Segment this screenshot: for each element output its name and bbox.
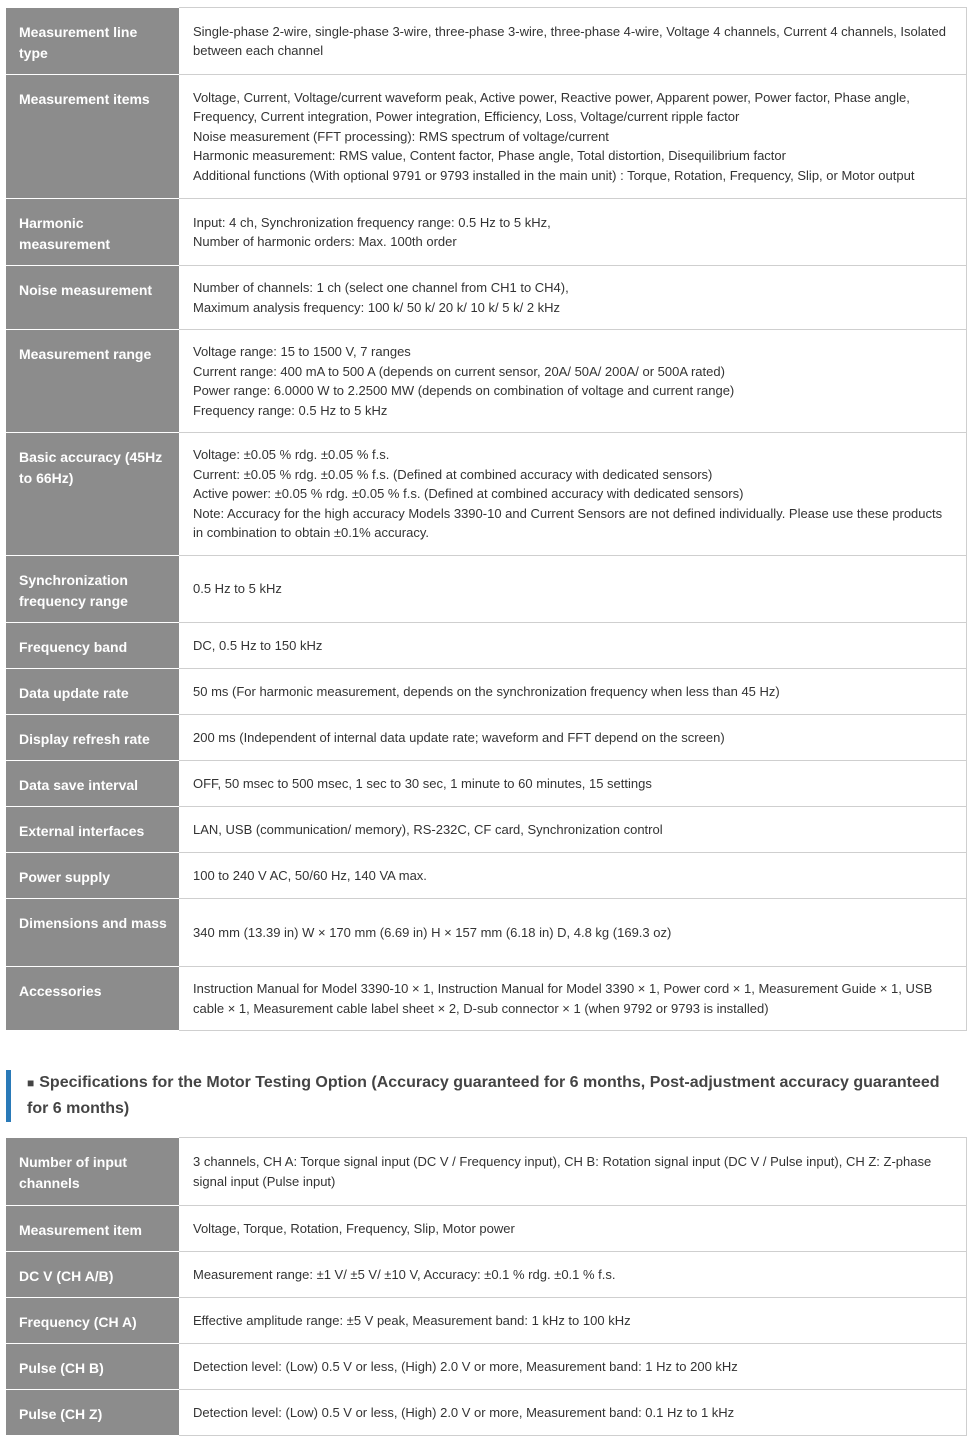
spec-label: Frequency (CH A) (19, 1314, 137, 1330)
spec-value-line: Voltage, Torque, Rotation, Frequency, Slip, Motor power (193, 1220, 515, 1236)
spec-label: Measurement item (19, 1222, 142, 1238)
spec-label-cell (6, 1252, 179, 1298)
spec-label: Data update rate (19, 685, 129, 701)
spec-label-cell (6, 715, 179, 761)
motor-option-heading (6, 1070, 961, 1122)
spec-value-line: Harmonic measurement: RMS value, Content factor, Phase angle, Total distortion, Disequilibrium factor (193, 148, 786, 164)
spec-value-cell (179, 807, 967, 853)
spec-row-number-of-input-channels (6, 1138, 967, 1206)
spec-value-line: Voltage, Current, Voltage/current waveform peak, Active power, Reactive power, Apparent power, Power factor, Phase angle, Frequency, Current integration, Power integration, Efficiency, Loss, Voltage/current ripple factor (193, 89, 910, 125)
spec-label: Basic accuracy (45Hz to 66Hz) (19, 449, 163, 486)
spec-row-accessories (6, 967, 967, 1031)
spec-value-line: Current: ±0.05 % rdg. ±0.05 % f.s. (Defined at combined accuracy with dedicated sensors) (193, 466, 713, 482)
spec-value-cell (179, 853, 967, 899)
spec-value-line: 3 channels, CH A: Torque signal input (DC V / Frequency input), CH B: Rotation signal input (DC V / Pulse input), CH Z: Z-phase signal input (Pulse input) (193, 1154, 932, 1189)
spec-row-data-save-interval (6, 761, 967, 807)
spec-label: Power supply (19, 869, 111, 885)
spec-label-cell (6, 433, 179, 556)
spec-value-line: Frequency range: 0.5 Hz to 5 kHz (193, 402, 388, 418)
spec-label-cell (6, 330, 179, 433)
spec-value-line: Noise measurement (FFT processing): RMS spectrum of voltage/current (193, 128, 609, 144)
spec-row-display-refresh-rate (6, 715, 967, 761)
spec-label: Pulse (CH Z) (19, 1406, 103, 1422)
spec-row-pulse-ch-b (6, 1344, 967, 1390)
spec-value-line: 200 ms (Independent of internal data update rate; waveform and FFT depend on the screen) (193, 729, 725, 745)
spec-label-cell (6, 1298, 179, 1344)
spec-row-frequency-ch-a (6, 1298, 967, 1344)
spec-label-cell (6, 623, 179, 669)
spec-row-dimensions-and-mass (6, 899, 967, 967)
spec-value-cell (179, 967, 967, 1031)
spec-label: Measurement line type (19, 24, 138, 61)
spec-value-line: Input: 4 ch, Synchronization frequency range: 0.5 Hz to 5 kHz, (193, 214, 551, 230)
spec-label-cell (6, 1206, 179, 1252)
spec-value-line: 340 mm (13.39 in) W × 170 mm (6.69 in) H × 157 mm (6.18 in) D, 4.8 kg (169.3 oz) (193, 924, 672, 940)
spec-label-cell (6, 967, 179, 1031)
spec-label-cell (6, 199, 179, 266)
spec-row-pulse-ch-z (6, 1390, 967, 1436)
spec-label: Pulse (CH B) (19, 1360, 104, 1376)
spec-value-line: LAN, USB (communication/ memory), RS-232C, CF card, Synchronization control (193, 821, 663, 837)
spec-label: Number of input channels (19, 1154, 128, 1191)
spec-label: Synchronization frequency range (19, 572, 128, 609)
spec-label: Harmonic measurement (19, 215, 111, 252)
spec-value-cell (179, 899, 967, 967)
spec-value-line: Maximum analysis frequency: 100 k/ 50 k/ 20 k/ 10 k/ 5 k/ 2 kHz (193, 299, 561, 315)
spec-value-line: Instruction Manual for Model 3390-10 × 1, Instruction Manual for Model 3390 × 1, Power cord × 1, Measurement Guide × 1, USB cable × 1, Measurement cable label sheet × 2, D-sub connector × 1 (when 9792 or 9793 is installed) (193, 981, 933, 1016)
spec-value-cell (179, 623, 967, 669)
spec-row-measurement-item (6, 1206, 967, 1252)
spec-label-cell (6, 266, 179, 330)
spec-value-cell (179, 761, 967, 807)
spec-label-cell (6, 669, 179, 715)
spec-value-cell (179, 1206, 967, 1252)
spec-row-synchronization-frequency-range (6, 556, 967, 623)
spec-label: Data save interval (19, 777, 139, 793)
spec-value-line: Additional functions (With optional 9791 or 9793 installed in the main unit) : Torque, Rotation, Frequency, Slip, or Motor output (193, 167, 915, 183)
spec-value-cell (179, 266, 967, 330)
spec-row-measurement-items (6, 75, 967, 199)
spec-label-cell (6, 8, 179, 75)
spec-label: Measurement items (19, 91, 150, 107)
spec-value-cell (179, 330, 967, 433)
spec-value-cell (179, 715, 967, 761)
spec-value-line: 100 to 240 V AC, 50/60 Hz, 140 VA max. (193, 867, 427, 883)
spec-value-cell (179, 75, 967, 199)
spec-label: DC V (CH A/B) (19, 1268, 114, 1284)
spec-value-line: Power range: 6.0000 W to 2.2500 MW (depends on combination of voltage and current range) (193, 383, 735, 398)
spec-label-cell (6, 899, 179, 967)
spec-value-line: Active power: ±0.05 % rdg. ±0.05 % f.s. (Defined at combined accuracy with dedicated sensors) (193, 486, 744, 502)
motor-option-heading-text: Specifications for the Motor Testing Option (Accuracy guaranteed for 6 months, Post-adjustment accuracy guaranteed for 6 months) (27, 1074, 940, 1117)
spec-value-line: 0.5 Hz to 5 kHz (193, 581, 282, 597)
spec-value-cell (179, 556, 967, 623)
spec-value-line: Voltage range: 15 to 1500 V, 7 ranges (193, 344, 411, 359)
spec-value-cell (179, 1344, 967, 1390)
spec-label: Dimensions and mass (19, 915, 167, 931)
square-bullet-icon: ■ (27, 1076, 35, 1090)
spec-value-line: DC, 0.5 Hz to 150 kHz (193, 637, 323, 653)
spec-row-harmonic-measurement (6, 199, 967, 266)
spec-value-line: Single-phase 2-wire, single-phase 3-wire, three-phase 3-wire, three-phase 4-wire, Voltage 4 channels, Current 4 channels, Isolated between each channel (193, 23, 946, 58)
spec-value-cell (179, 433, 967, 556)
spec-value-cell (179, 1298, 967, 1344)
spec-label-cell (6, 556, 179, 623)
spec-value-line: Voltage: ±0.05 % rdg. ±0.05 % f.s. (193, 447, 390, 463)
spec-label: Noise measurement (19, 282, 153, 298)
spec-value-cell (179, 1390, 967, 1436)
spec-row-dc-v-ch-a-b (6, 1252, 967, 1298)
spec-row-power-supply (6, 853, 967, 899)
spec-label: Display refresh rate (19, 731, 150, 747)
spec-value-line: Note: Accuracy for the high accuracy Models 3390-10 and Current Sensors are not defined individually. Please use these products in combination to obtain ±0.1% accuracy. (193, 505, 943, 541)
spec-label-cell (6, 1138, 179, 1206)
spec-row-measurement-line-type (6, 8, 967, 75)
motor-spec-table (6, 1137, 967, 1436)
spec-row-data-update-rate (6, 669, 967, 715)
spec-value-line: Effective amplitude range: ±5 V peak, Measurement band: 1 kHz to 100 kHz (193, 1312, 631, 1328)
spec-row-basic-accuracy-45hz-to-66hz (6, 433, 967, 556)
main-spec-table (6, 7, 967, 1031)
spec-value-cell (179, 669, 967, 715)
spec-label: Accessories (19, 983, 102, 999)
spec-value-line: Detection level: (Low) 0.5 V or less, (High) 2.0 V or more, Measurement band: 1 Hz to 200 kHz (193, 1358, 738, 1374)
spec-value-line: 50 ms (For harmonic measurement, depends on the synchronization frequency when less than 45 Hz) (193, 683, 780, 699)
spec-label: Frequency band (19, 639, 128, 655)
spec-value-line: Detection level: (Low) 0.5 V or less, (High) 2.0 V or more, Measurement band: 0.1 Hz to 1 kHz (193, 1404, 735, 1420)
spec-label-cell (6, 1344, 179, 1390)
spec-label-cell (6, 1390, 179, 1436)
spec-value-line: Current range: 400 mA to 500 A (depends on current sensor, 20A/ 50A/ 200A/ or 500A rated) (193, 363, 725, 379)
spec-value-line: Measurement range: ±1 V/ ±5 V/ ±10 V, Accuracy: ±0.1 % rdg. ±0.1 % f.s. (193, 1266, 616, 1282)
spec-value-line: Number of channels: 1 ch (select one channel from CH1 to CH4), (193, 280, 569, 295)
spec-row-noise-measurement (6, 266, 967, 330)
spec-row-external-interfaces (6, 807, 967, 853)
spec-label-cell (6, 75, 179, 199)
spec-value-cell (179, 8, 967, 75)
spec-value-cell (179, 1138, 967, 1206)
spec-label: Measurement range (19, 346, 152, 362)
spec-row-frequency-band (6, 623, 967, 669)
spec-row-measurement-range (6, 330, 967, 433)
spec-value-cell (179, 1252, 967, 1298)
spec-label-cell (6, 761, 179, 807)
spec-value-cell (179, 199, 967, 266)
spec-label-cell (6, 807, 179, 853)
spec-label-cell (6, 853, 179, 899)
spec-label: External interfaces (19, 823, 145, 839)
spec-value-line: OFF, 50 msec to 500 msec, 1 sec to 30 sec, 1 minute to 60 minutes, 15 settings (193, 775, 652, 791)
spec-value-line: Number of harmonic orders: Max. 100th order (193, 234, 457, 249)
